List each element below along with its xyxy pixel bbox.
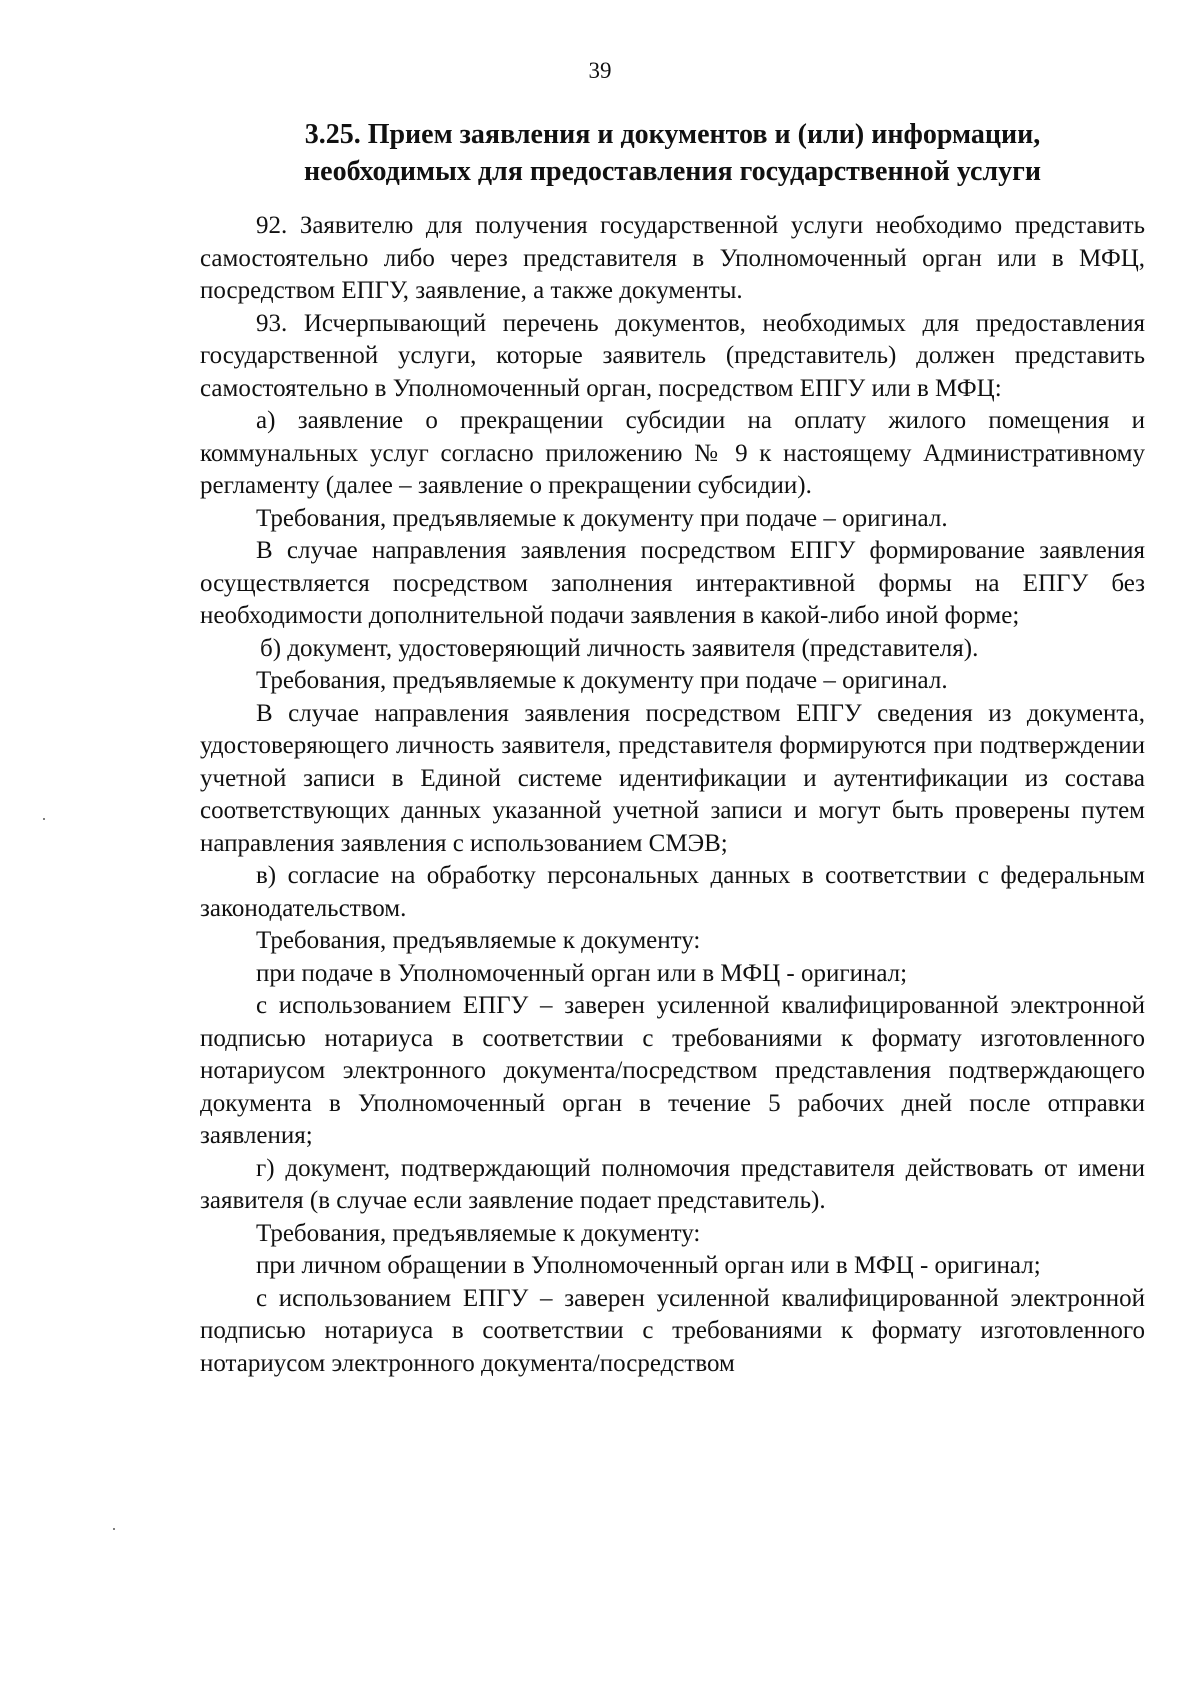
paragraph-93: 93. Исчерпывающий перечень документов, необходимых для предоставления государственной услуги, которые заявитель (представитель) должен представить самостоятельно в Уполномоченный орган, посредством ЕПГУ или в МФЦ: [200, 309, 1145, 402]
paragraph-text: В случае направления заявления посредством ЕПГУ сведения из документа, удостоверяющего личность заявителя, представителя формируются при подтверждении учетной записи в Единой системе идентификации и аутентификации из состава соответствующих данных указанной учетной записи и могут быть проверены путем направления заявления с использованием СМЭВ; [200, 699, 1145, 857]
item-a: а) заявление о прекращении субсидии на оплату жилого помещения и коммунальных услуг согласно приложению № 9 к настоящему Административному регламенту (далее – заявление о прекращении субсидии). [200, 407, 1145, 499]
scan-speck [113, 1528, 115, 1530]
paragraph-text: с использованием ЕПГУ – заверен усиленной квалифицированной электронной подписью нотариуса в соответствии с требованиями к формату изготовленного нотариусом электронного документа/посредством представления подтверждающего документа в Уполномоченный орган в течение 5 рабочих дней после отправки заявления; [200, 992, 1145, 1149]
section-heading-line-2: необходимых для предоставления государственной услуги [304, 156, 1041, 187]
section-heading [200, 116, 1145, 190]
paragraph-text: при подаче в Уполномоченный орган или в МФЦ - оригинал; [256, 959, 908, 987]
requirements-text: Требования, предъявляемые к документу при подаче – оригинал. [256, 504, 948, 532]
page-number: 39 [588, 58, 612, 83]
section-heading-line-1: 3.25. Прием заявления и документов и (или) информации, [304, 119, 1041, 150]
requirements-text: Требования, предъявляемые к документу: [256, 927, 701, 954]
item-g: г) документ, подтверждающий полномочия представителя действовать от имени заявителя (в случае если заявление подает представитель). [200, 1154, 1145, 1214]
requirements-text: Требования, предъявляемые к документу при подаче – оригинал. [256, 667, 948, 694]
requirements-text: Требования, предъявляемые к документу: [256, 1219, 701, 1247]
scan-speck [43, 818, 45, 820]
paragraph-text: В случае направления заявления посредством ЕПГУ формирование заявления осуществляется посредством заполнения интерактивной формы на ЕПГУ без необходимости дополнительной подачи заявления в какой-либо иной форме; [200, 537, 1145, 629]
paragraph-92: 92. Заявителю для получения государственной услуги необходимо представить самостоятельно либо через представителя в Уполномоченный орган или в МФЦ, посредством ЕПГУ, заявление, а также документы. [200, 212, 1145, 304]
document-body [200, 210, 1145, 1380]
paragraph-text: с использованием ЕПГУ – заверен усиленной квалифицированной электронной подписью нотариуса в соответствии с требованиями к формату изготовленного нотариусом электронного документа/посредством [200, 1284, 1145, 1377]
item-b: б) документ, удостоверяющий личность заявителя (представителя). [260, 634, 979, 662]
paragraph-text: при личном обращении в Уполномоченный орган или в МФЦ - оригинал; [256, 1252, 1041, 1279]
item-v: в) согласие на обработку персональных данных в соответствии с федеральным законодательством. [200, 862, 1145, 922]
